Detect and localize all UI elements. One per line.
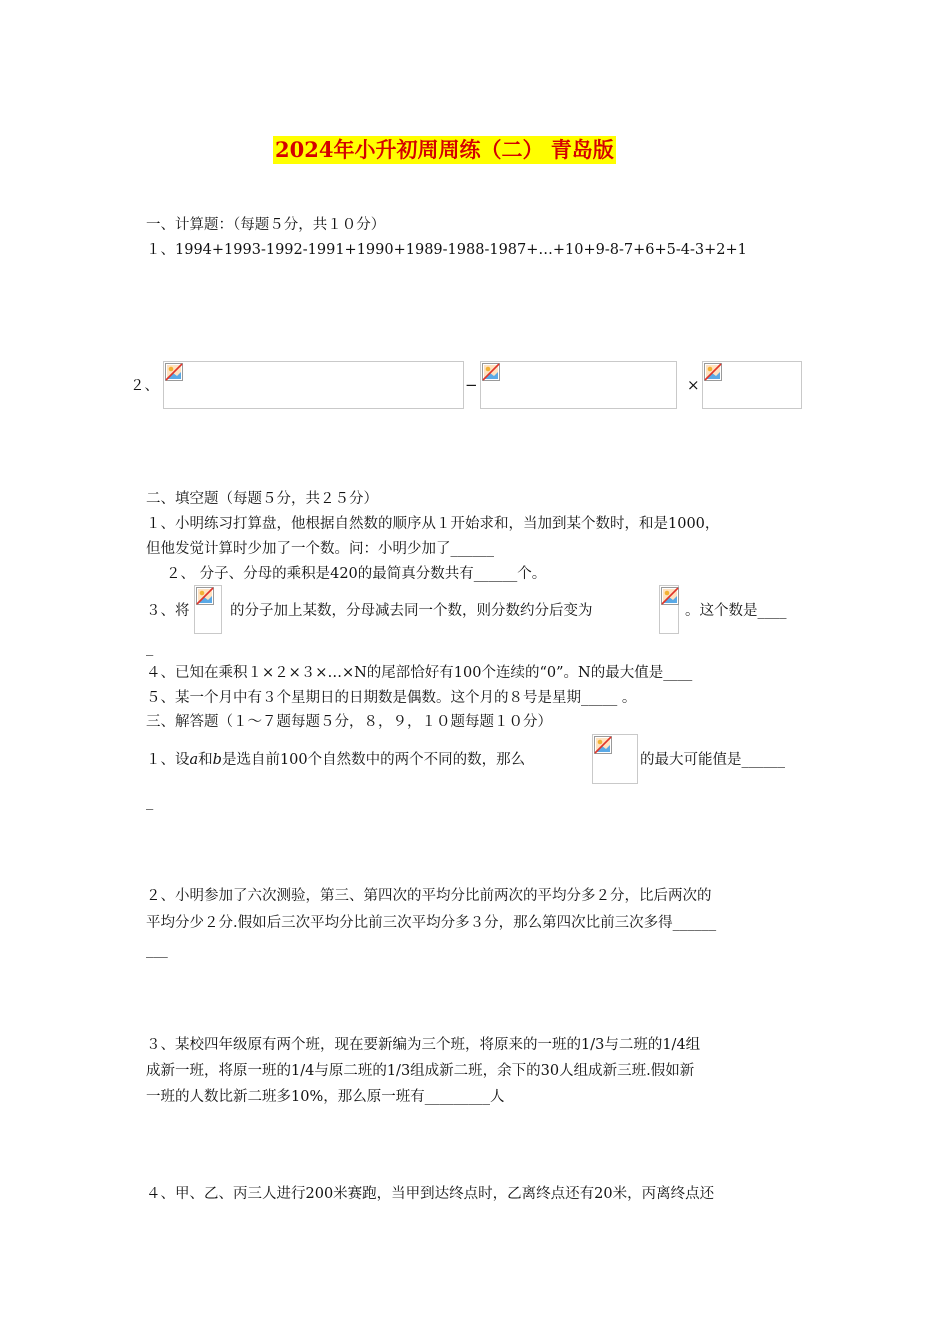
section2-q3-part1: ３、将 (146, 603, 190, 619)
broken-image-icon (661, 587, 679, 605)
section2-q1-line1: １、小明练习打算盘，他根据自然数的顺序从１开始求和，当加到某个数时，和是1000， (146, 516, 720, 532)
section3-q1 (146, 750, 525, 770)
section3-q4-line1: ４、甲、乙、丙三人进行200米赛跑，当甲到达终点时，乙离终点还有20米，丙离终点还 (146, 1186, 715, 1202)
broken-image-icon (165, 363, 183, 381)
formula-image-3 (702, 361, 802, 409)
section3-heading: 三、解答题（１～７题每题５分，８，９，１０题每题１０分） (146, 714, 552, 730)
var-b: b (212, 752, 222, 768)
section3-q1-part3: 的最大可能值是______ (640, 752, 785, 768)
section1-heading: 一、计算题：（每题５分，共１０分） (146, 217, 386, 233)
section3-q1-tail: _ (146, 794, 154, 810)
section3-q3-line1: ３、某校四年级原有两个班，现在要新编为三个班，将原来的一班的1/3与二班的1/4组 (146, 1037, 701, 1053)
section3-q2-line2: 平均分少２分.假如后三次平均分比前三次平均分多３分，那么第四次比前三次多得______ (146, 915, 717, 931)
section3-q3-line2: 成新一班，将原一班的1/4与原二班的1/3组成新二班，余下的30人组成新三班.假如新 (146, 1063, 695, 1079)
section3-q2-line1: ２、小明参加了六次测验，第三、第四次的平均分比前两次的平均分多２分，比后两次的 (146, 888, 712, 904)
broken-image-icon (594, 736, 612, 754)
fraction-image-1 (194, 585, 222, 634)
section2-q3-tail: _ (146, 640, 154, 656)
section3-q1-part1: １、设 (146, 752, 190, 768)
section2-q1-line2: 但他发觉计算时少加了一个数。问：小明少加了______ (146, 541, 494, 557)
var-a: a (189, 752, 199, 768)
formula-image-1 (163, 361, 464, 409)
section3-q3-line3: 一班的人数比新二班多10%，那么原一班有_________人 (146, 1089, 505, 1105)
broken-image-icon (196, 587, 214, 605)
section2-q3-part2: 的分子加上某数，分母减去同一个数，则分数约分后变为 (230, 603, 593, 619)
formula-image-4 (592, 734, 638, 784)
section2-q3-part3: 。这个数是____ (685, 603, 787, 619)
times-sign: × (687, 376, 700, 394)
page-title: 2024年小升初周周练（二） 青岛版 (275, 137, 614, 162)
broken-image-icon (482, 363, 500, 381)
formula-image-2 (480, 361, 677, 409)
section3-q1-part2: 是选自前100个自然数中的两个不同的数，那么 (221, 752, 526, 768)
section3-q2-tail: ___ (146, 942, 168, 958)
section2-q2: ２、 分子、分母的乘积是420的最简真分数共有______个。 (166, 566, 547, 582)
broken-image-icon (704, 363, 722, 381)
section1-q1: １、1994+1993-1992-1991+1990+1989-1988-1987+…+10+9-8-7+6+5-4-3+2+1 (146, 242, 747, 258)
minus-sign: − (465, 376, 478, 394)
section3-q1-and: 和 (198, 752, 213, 768)
section2-heading: 二、填空题（每题５分，共２５分） (146, 491, 378, 507)
section1-q2-label: ２、 (130, 378, 159, 394)
section2-q4: ４、已知在乘积１×２×３×…×N的尾部恰好有100个连续的“0”。N的最大值是____ (146, 665, 693, 681)
section2-q5: ５、某一个月中有３个星期日的日期数是偶数。这个月的８号是星期_____ 。 (146, 690, 637, 706)
fraction-image-2 (659, 585, 679, 634)
